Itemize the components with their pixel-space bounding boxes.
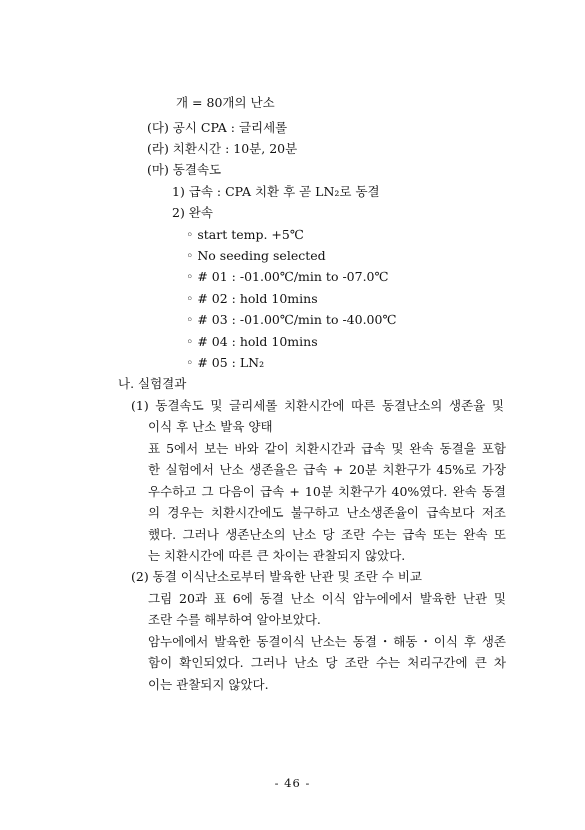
program-step-no-seeding: ◦ No seeding selected <box>186 248 326 263</box>
text-line-rapid-freezing: 1) 급속 : CPA 치환 후 곧 LN₂로 동결 <box>172 184 380 199</box>
paragraph-1-line-6: 는 치환시간에 따른 큰 차이는 관찰되지 않았다. <box>148 548 406 563</box>
paragraph-3-line-2: 함이 확인되었다. 그러나 난소 당 조란 수는 처리구간에 큰 차 <box>148 655 506 670</box>
section-heading-results: 나. 실험결과 <box>118 376 187 391</box>
subsection-heading-1: (1) 동결속도 및 글리세롤 치환시간에 따른 동결난소의 생존율 및 <box>131 398 504 413</box>
page-number: - 46 - <box>274 776 311 790</box>
paragraph-1-line-4: 의 경우는 치환시간에도 불구하고 난소생존율이 급속보다 저조 <box>148 505 506 520</box>
program-step-03: ◦ # 03 : -01.00℃/min to -40.00℃ <box>186 312 397 327</box>
subsection-heading-2: (2) 동결 이식난소로부터 발육한 난관 및 조란 수 비교 <box>131 569 422 584</box>
text-line-freezing-rate: (마) 동결속도 <box>147 162 222 177</box>
subsection-heading-1-cont: 이식 후 난소 발육 양태 <box>148 419 273 434</box>
paragraph-2-line-2: 조란 수를 해부하여 알아보았다. <box>148 612 321 627</box>
paragraph-3-line-1: 암누에에서 발육한 동결이식 난소는 동결・해동・이식 후 생존 <box>148 634 506 649</box>
program-step-01: ◦ # 01 : -01.00℃/min to -07.0℃ <box>186 269 389 284</box>
program-step-04: ◦ # 04 : hold 10mins <box>186 334 318 349</box>
program-step-02: ◦ # 02 : hold 10mins <box>186 291 318 306</box>
paragraph-1-line-3: 우수하고 그 다음이 급속 + 10분 치환구가 40%였다. 완속 동결 <box>148 484 506 499</box>
text-line-ovary-count: 개 = 80개의 난소 <box>176 95 275 110</box>
paragraph-1-line-5: 했다. 그러나 생존난소의 난소 당 조란 수는 급속 또는 완속 또 <box>148 527 506 542</box>
paragraph-1-line-2: 한 실험에서 난소 생존율은 급속 + 20분 치환구가 45%로 가장 <box>148 462 506 477</box>
program-step-start-temp: ◦ start temp. +5℃ <box>186 227 304 242</box>
program-step-05: ◦ # 05 : LN₂ <box>186 355 265 370</box>
paragraph-2-line-1: 그림 20과 표 6에 동결 난소 이식 암누에에서 발육한 난관 및 <box>148 591 506 606</box>
text-line-replacement-time: (라) 치환시간 : 10분, 20분 <box>147 141 298 156</box>
paragraph-1-line-1: 표 5에서 보는 바와 같이 치환시간과 급속 및 완속 동결을 포함 <box>148 441 506 456</box>
text-line-slow-freezing: 2) 완속 <box>172 205 213 220</box>
paragraph-3-line-3: 이는 관찰되지 않았다. <box>148 677 269 692</box>
text-line-cpa: (다) 공시 CPA : 글리세롤 <box>147 120 288 135</box>
